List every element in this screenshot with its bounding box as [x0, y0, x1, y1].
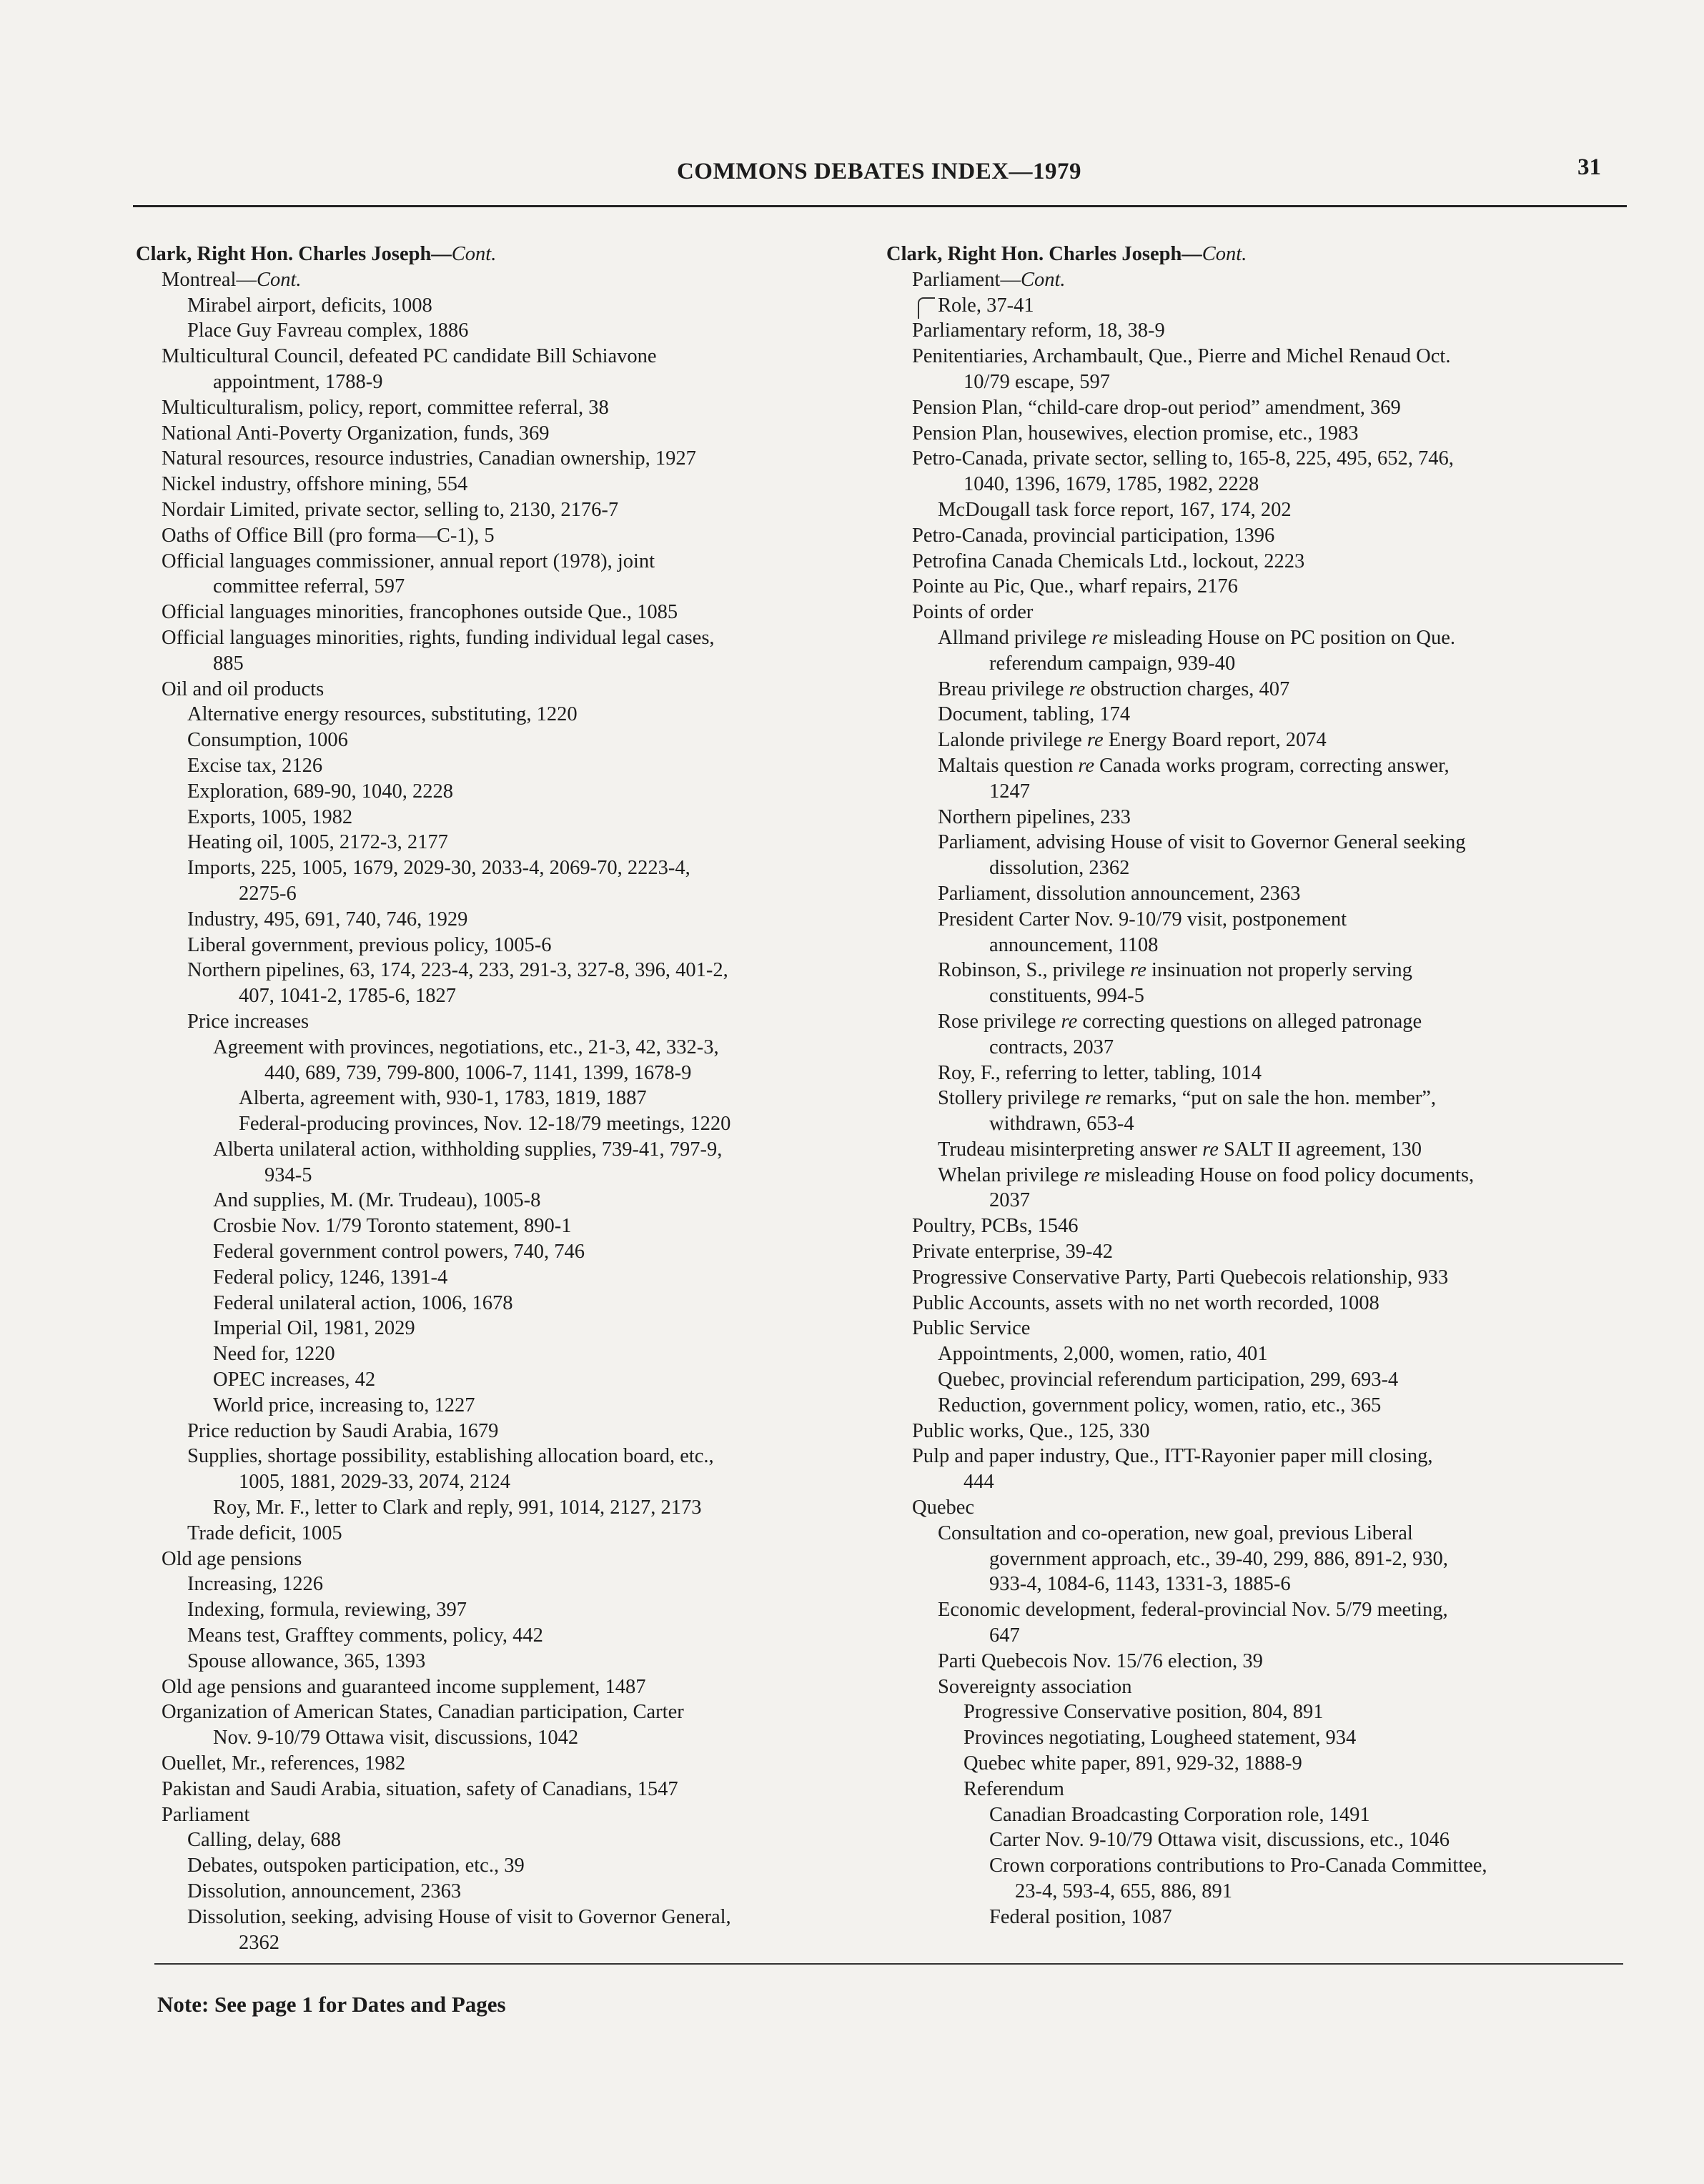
entry-text: Oaths of Office Bill (pro forma—C-1), 5 [162, 524, 495, 547]
entry-text: Canada works program, correcting answer, [1094, 754, 1450, 777]
entry-text: Increasing, 1226 [187, 1573, 323, 1596]
entry-text: Official languages commissioner, annual report (1978), joint [162, 550, 655, 572]
index-entry [136, 1547, 893, 1572]
index-entry [886, 1009, 1630, 1035]
entry-text: Sovereignty association [938, 1675, 1132, 1698]
entry-text: And supplies, M. (Mr. Trudeau), 1005-8 [213, 1189, 541, 1212]
index-entry [886, 702, 1630, 728]
index-entry [136, 753, 893, 779]
entry-text: Imports, 225, 1005, 1679, 2029-30, 2033-4, 2069-70, 2223-4, [187, 857, 690, 880]
entry-italic-text: re [1084, 1163, 1100, 1186]
index-entry [136, 1316, 893, 1341]
entry-text: Economic development, federal-provincial Nov. 5/79 meeting, [938, 1599, 1448, 1622]
index-entry [136, 472, 893, 497]
entry-text: 407, 1041-2, 1785-6, 1827 [239, 985, 456, 1008]
index-entry [886, 1316, 1630, 1341]
entry-text: government approach, etc., 39-40, 299, 886, 891-2, 930, [989, 1547, 1448, 1570]
entry-text: Role, 37-41 [938, 294, 1034, 317]
entry-text: Alberta unilateral action, withholding supplies, 739-41, 797-9, [213, 1138, 723, 1161]
entry-text: Crosbie Nov. 1/79 Toronto statement, 890-1 [213, 1215, 572, 1238]
entry-text: Ouellet, Mr., references, 1982 [162, 1752, 406, 1775]
index-entry [886, 1699, 1630, 1725]
entry-text: Penitentiaries, Archambault, Que., Pierre and Michel Renaud Oct. [912, 345, 1451, 368]
entry-text: Organization of American States, Canadian participation, Carter [162, 1701, 684, 1724]
index-entry [886, 446, 1630, 472]
index-entry [886, 497, 1630, 523]
index-entry [136, 1213, 893, 1239]
entry-text: Consumption, 1006 [187, 729, 348, 752]
entry-text: Pointe au Pic, Que., wharf repairs, 2176 [912, 575, 1238, 598]
entry-text: Quebec, provincial referendum participation, 299, 693-4 [938, 1369, 1399, 1391]
index-entry [886, 1777, 1630, 1802]
entry-text: 23-4, 593-4, 655, 886, 891 [1015, 1880, 1232, 1902]
index-entry [136, 1649, 893, 1674]
entry-text: Official languages minorities, francophones outside Que., 1085 [162, 601, 678, 624]
entry-text: Supplies, shortage possibility, establishing allocation board, etc., [187, 1445, 714, 1468]
entry-text: Clark, Right Hon. Charles Joseph— [886, 243, 1202, 265]
entry-text: National Anti-Poverty Organization, funds, 369 [162, 422, 550, 445]
entry-text: Montreal— [162, 268, 257, 291]
entry-text: Allmand privilege [938, 626, 1092, 649]
index-entry [136, 267, 893, 293]
index-entry [136, 1111, 893, 1137]
bracket-mark [918, 297, 935, 319]
continued-label: Cont. [451, 243, 497, 265]
index-entry [136, 1623, 893, 1649]
index-entry [136, 1597, 893, 1623]
entry-text: Trudeau misinterpreting answer [938, 1138, 1203, 1161]
entry-text: Parliament— [912, 268, 1021, 291]
index-entry [886, 1341, 1630, 1367]
index-entry [886, 1469, 1630, 1495]
entry-italic-text: re [1202, 1138, 1219, 1161]
entry-text: misleading House on PC position on Que. [1107, 626, 1456, 649]
index-heading [886, 242, 1630, 267]
index-entry [136, 1291, 893, 1316]
index-entry [886, 600, 1630, 625]
entry-text: 2362 [239, 1931, 279, 1954]
index-entry [136, 1086, 893, 1111]
index-entry [136, 1930, 893, 1956]
entry-text: misleading House on food policy documents, [1099, 1163, 1475, 1186]
entry-text: Pulp and paper industry, Que., ITT-Rayonier paper mill closing, [912, 1445, 1433, 1468]
index-entry [136, 728, 893, 753]
entry-text: Petro-Canada, provincial participation, 1396 [912, 524, 1275, 547]
entry-text: 2037 [989, 1189, 1030, 1212]
entry-text: Official languages minorities, rights, funding individual legal cases, [162, 626, 715, 649]
entry-text: Maltais question [938, 754, 1079, 777]
entry-text: Carter Nov. 9-10/79 Ottawa visit, discussions, etc., 1046 [989, 1829, 1450, 1852]
entry-text: Northern pipelines, 63, 174, 223-4, 233, 291-3, 327-8, 396, 401-2, [187, 959, 728, 982]
index-entry [886, 958, 1630, 983]
entry-text: Liberal government, previous policy, 1005-6 [187, 933, 552, 956]
entry-text: Reduction, government policy, women, ratio, etc., 365 [938, 1394, 1382, 1416]
entry-text: Roy, Mr. F., letter to Clark and reply, 991, 1014, 2127, 2173 [213, 1496, 702, 1519]
entry-text: Federal policy, 1246, 1391-4 [213, 1266, 448, 1289]
entry-text: Pension Plan, “child-care drop-out period” amendment, 369 [912, 396, 1401, 419]
index-entry [886, 651, 1630, 677]
entry-text: Indexing, formula, reviewing, 397 [187, 1599, 467, 1622]
index-entry [136, 1061, 893, 1086]
index-entry [886, 983, 1630, 1009]
index-entry [886, 1086, 1630, 1111]
entry-text: Trade deficit, 1005 [187, 1522, 342, 1544]
index-entry [136, 1137, 893, 1163]
entry-text: Industry, 495, 691, 740, 746, 1929 [187, 908, 468, 930]
index-entry [886, 369, 1630, 395]
entry-text: 1005, 1881, 2029-33, 2074, 2124 [239, 1471, 510, 1494]
index-entry [886, 1393, 1630, 1419]
entry-text: Federal government control powers, 740, 746 [213, 1241, 585, 1264]
footer-rule [154, 1963, 1623, 1965]
entry-text: referendum campaign, 939-40 [989, 652, 1236, 675]
index-entry [886, 1061, 1630, 1086]
entry-text: Clark, Right Hon. Charles Joseph— [136, 243, 452, 265]
entry-text: Energy Board report, 2074 [1103, 729, 1327, 752]
index-entry [136, 1188, 893, 1213]
index-entry [886, 1853, 1630, 1879]
entry-text: Place Guy Favreau complex, 1886 [187, 319, 469, 342]
index-entry [886, 1547, 1630, 1572]
entry-text: Pakistan and Saudi Arabia, situation, safety of Canadians, 1547 [162, 1777, 678, 1800]
index-entry [136, 907, 893, 933]
entry-text: Progressive Conservative Party, Parti Quebecois relationship, 933 [912, 1266, 1449, 1289]
index-entry [136, 933, 893, 958]
entry-text: Federal unilateral action, 1006, 1678 [213, 1291, 513, 1314]
index-entry [136, 421, 893, 447]
entry-text: Price increases [187, 1010, 309, 1033]
entry-italic-text: re [1078, 754, 1095, 777]
entry-italic-text: re [1084, 1087, 1101, 1110]
entry-text: Stollery privilege [938, 1087, 1085, 1110]
index-entry [136, 1879, 893, 1905]
index-entry [136, 1777, 893, 1802]
index-entry [886, 881, 1630, 907]
index-entry [136, 523, 893, 549]
entry-text: Alberta, agreement with, 930-1, 1783, 1819, 1887 [239, 1087, 647, 1110]
entry-text: Heating oil, 1005, 2172-3, 2177 [187, 831, 448, 854]
index-entry [136, 1521, 893, 1547]
entry-text: Dissolution, seeking, advising House of visit to Governor General, [187, 1905, 731, 1928]
right-index-column [886, 242, 1630, 1930]
footnote: Note: See page 1 for Dates and Pages [157, 1992, 506, 2017]
index-entry [136, 600, 893, 625]
continued-label: Cont. [1202, 243, 1247, 265]
index-entry [886, 395, 1630, 421]
index-entry [136, 677, 893, 703]
index-entry [886, 1163, 1630, 1188]
entry-text: Poultry, PCBs, 1546 [912, 1215, 1079, 1238]
index-entry [886, 1623, 1630, 1649]
entry-text: Means test, Grafftey comments, policy, 442 [187, 1624, 543, 1647]
entry-text: Points of order [912, 601, 1034, 624]
entry-text: Spouse allowance, 365, 1393 [187, 1649, 426, 1672]
entry-text: 1040, 1396, 1679, 1785, 1982, 2228 [964, 473, 1259, 496]
entry-text: Parliament [162, 1803, 250, 1826]
index-entry [136, 881, 893, 907]
index-entry [886, 1035, 1630, 1061]
entry-text: Provinces negotiating, Lougheed statement, 934 [964, 1727, 1357, 1749]
index-entry [886, 293, 1630, 319]
index-entry [136, 702, 893, 728]
index-entry [136, 1469, 893, 1495]
entry-text: Exploration, 689-90, 1040, 2228 [187, 780, 454, 803]
index-entry [886, 1572, 1630, 1597]
index-entry [136, 1265, 893, 1291]
entry-text: announcement, 1108 [989, 933, 1159, 956]
entry-text: correcting questions on alleged patronage [1077, 1010, 1422, 1033]
index-entry [136, 651, 893, 677]
entry-text: Natural resources, resource industries, Canadian ownership, 1927 [162, 447, 696, 470]
index-entry [886, 1649, 1630, 1674]
index-entry [136, 1725, 893, 1751]
index-entry [886, 753, 1630, 779]
index-entry [136, 779, 893, 805]
index-entry [886, 1291, 1630, 1316]
index-entry [136, 805, 893, 830]
index-entry [136, 1572, 893, 1597]
entry-text: Rose privilege [938, 1010, 1061, 1033]
index-entry [886, 1111, 1630, 1137]
entry-italic-text: re [1069, 677, 1086, 700]
index-entry [136, 1035, 893, 1061]
index-entry [886, 677, 1630, 703]
entry-text: Multicultural Council, defeated PC candidate Bill Schiavone [162, 345, 657, 368]
index-entry [886, 1905, 1630, 1930]
entry-text: Public works, Que., 125, 330 [912, 1419, 1150, 1442]
entry-text: appointment, 1788-9 [213, 370, 383, 393]
entry-text: Whelan privilege [938, 1163, 1084, 1186]
index-entry [136, 1827, 893, 1853]
index-entry [136, 1419, 893, 1444]
entry-text: Crown corporations contributions to Pro-Canada Committee, [989, 1855, 1487, 1877]
index-entry [886, 625, 1630, 651]
entry-text: Parti Quebecois Nov. 15/76 election, 39 [938, 1649, 1263, 1672]
index-entry [136, 1802, 893, 1828]
index-entry [886, 805, 1630, 830]
entry-text: 1247 [989, 780, 1030, 803]
index-entry [136, 395, 893, 421]
index-entry [136, 549, 893, 575]
entry-text: Appointments, 2,000, women, ratio, 401 [938, 1343, 1268, 1366]
entry-text: Agreement with provinces, negotiations, etc., 21-3, 42, 332-3, [213, 1036, 719, 1058]
index-entry [886, 1802, 1630, 1828]
entry-text: Nordair Limited, private sector, selling to, 2130, 2176-7 [162, 498, 619, 521]
entry-text: insinuation not properly serving [1146, 959, 1412, 982]
page-title: COMMONS DEBATES INDEX—1979 [676, 159, 1082, 184]
index-entry [136, 497, 893, 523]
entry-text: Parliament, advising House of visit to Governor General seeking [938, 831, 1466, 854]
entry-text: President Carter Nov. 9-10/79 visit, postponement [938, 908, 1347, 930]
index-entry [136, 1163, 893, 1188]
entry-text: Debates, outspoken participation, etc., 39 [187, 1855, 525, 1877]
index-entry [136, 1495, 893, 1521]
running-head [136, 154, 1623, 192]
index-entry [886, 1444, 1630, 1469]
entry-text: SALT II agreement, 130 [1218, 1138, 1422, 1161]
index-entry [136, 1367, 893, 1393]
entry-text: Canadian Broadcasting Corporation role, 1491 [989, 1803, 1370, 1826]
page-number: 31 [1577, 154, 1601, 180]
entry-italic-text: re [1091, 626, 1108, 649]
index-entry [136, 1674, 893, 1700]
index-entry [136, 625, 893, 651]
entry-text: Oil and oil products [162, 677, 325, 700]
header-rule [133, 205, 1627, 207]
index-entry [136, 1009, 893, 1035]
index-entry [136, 958, 893, 983]
entry-text: McDougall task force report, 167, 174, 202 [938, 498, 1292, 521]
index-entry [136, 293, 893, 319]
index-entry [136, 574, 893, 600]
index-entry [136, 1444, 893, 1469]
entry-text: remarks, “put on sale the hon. member”, [1101, 1087, 1436, 1110]
entry-text: 933-4, 1084-6, 1143, 1331-3, 1885-6 [989, 1573, 1291, 1596]
index-entry [886, 1367, 1630, 1393]
index-entry [886, 830, 1630, 855]
index-entry [136, 1699, 893, 1725]
index-entry [886, 472, 1630, 497]
entry-italic-text: re [1130, 959, 1146, 982]
entry-text: Nov. 9-10/79 Ottawa visit, discussions, 1042 [213, 1727, 579, 1749]
index-entry [136, 1853, 893, 1879]
entry-text: obstruction charges, 407 [1085, 677, 1290, 700]
entry-text: Document, tabling, 174 [938, 703, 1131, 726]
entry-text: Lalonde privilege [938, 729, 1087, 752]
entry-text: Exports, 1005, 1982 [187, 805, 353, 828]
index-entry [886, 318, 1630, 344]
entry-text: World price, increasing to, 1227 [213, 1394, 475, 1416]
index-entry [136, 318, 893, 344]
continued-label: Cont. [256, 268, 302, 291]
entry-text: Old age pensions and guaranteed income supplement, 1487 [162, 1675, 646, 1698]
entry-text: Nickel industry, offshore mining, 554 [162, 473, 468, 496]
entry-text: contracts, 2037 [989, 1036, 1114, 1058]
entry-text: Consultation and co-operation, new goal, previous Liberal [938, 1522, 1413, 1544]
entry-text: Progressive Conservative position, 804, 891 [964, 1701, 1324, 1724]
index-entry [886, 1419, 1630, 1444]
entry-text: Federal-producing provinces, Nov. 12-18/79 meetings, 1220 [239, 1113, 731, 1136]
entry-text: Old age pensions [162, 1547, 302, 1570]
left-index-column [136, 242, 893, 1955]
index-entry [136, 344, 893, 369]
index-entry [136, 1751, 893, 1777]
entry-text: 2275-6 [239, 882, 297, 905]
entry-text: Dissolution, announcement, 2363 [187, 1880, 462, 1902]
entry-text: Parliamentary reform, 18, 38-9 [912, 319, 1165, 342]
entry-text: Excise tax, 2126 [187, 754, 323, 777]
index-entry [886, 523, 1630, 549]
entry-text: Price reduction by Saudi Arabia, 1679 [187, 1419, 499, 1442]
index-entry [886, 855, 1630, 881]
entry-text: Robinson, S., privilege [938, 959, 1131, 982]
entry-text: Pension Plan, housewives, election promise, etc., 1983 [912, 422, 1359, 445]
index-entry [136, 1905, 893, 1930]
entry-text: withdrawn, 653-4 [989, 1113, 1134, 1136]
index-entry [886, 1674, 1630, 1700]
index-entry [886, 1751, 1630, 1777]
entry-text: Roy, F., referring to letter, tabling, 1014 [938, 1061, 1262, 1084]
index-entry [886, 1521, 1630, 1547]
entry-text: Imperial Oil, 1981, 2029 [213, 1317, 415, 1340]
entry-text: dissolution, 2362 [989, 857, 1130, 880]
entry-text: 647 [989, 1624, 1020, 1647]
entry-text: Quebec [912, 1496, 975, 1519]
index-entry [136, 855, 893, 881]
entry-text: 440, 689, 739, 799-800, 1006-7, 1141, 1399, 1678-9 [264, 1061, 692, 1084]
entry-text: Quebec white paper, 891, 929-32, 1888-9 [964, 1752, 1302, 1775]
index-entry [886, 1597, 1630, 1623]
entry-text: 10/79 escape, 597 [964, 370, 1110, 393]
entry-text: Northern pipelines, 233 [938, 805, 1131, 828]
index-entry [136, 1393, 893, 1419]
index-heading [136, 242, 893, 267]
entry-text: 444 [964, 1471, 994, 1494]
entry-text: 934-5 [264, 1163, 312, 1186]
entry-text: committee referral, 597 [213, 575, 405, 598]
entry-text: Federal position, 1087 [989, 1905, 1172, 1928]
index-entry [886, 344, 1630, 369]
index-entry [886, 1239, 1630, 1265]
index-entry [886, 267, 1630, 293]
entry-text: Referendum [964, 1777, 1064, 1800]
entry-text: Mirabel airport, deficits, 1008 [187, 294, 432, 317]
index-entry [886, 1725, 1630, 1751]
continued-label: Cont. [1020, 268, 1066, 291]
index-entry [886, 728, 1630, 753]
entry-text: Breau privilege [938, 677, 1069, 700]
entry-text: Petrofina Canada Chemicals Ltd., lockout, 2223 [912, 550, 1305, 572]
index-entry [886, 1495, 1630, 1521]
entry-text: Parliament, dissolution announcement, 2363 [938, 882, 1301, 905]
index-entry [886, 779, 1630, 805]
index-entry [886, 549, 1630, 575]
index-entry [136, 1239, 893, 1265]
entry-text: 885 [213, 652, 244, 675]
entry-text: Alternative energy resources, substituting, 1220 [187, 703, 578, 726]
entry-text: Public Service [912, 1317, 1031, 1340]
entry-text: Calling, delay, 688 [187, 1829, 342, 1852]
index-entry [136, 1341, 893, 1367]
entry-text: constituents, 994-5 [989, 985, 1144, 1008]
entry-text: Multiculturalism, policy, report, committee referral, 38 [162, 396, 609, 419]
index-entry [886, 421, 1630, 447]
entry-text: Public Accounts, assets with no net worth recorded, 1008 [912, 1291, 1379, 1314]
index-entry [136, 446, 893, 472]
entry-italic-text: re [1061, 1010, 1078, 1033]
index-entry [886, 933, 1630, 958]
entry-text: OPEC increases, 42 [213, 1369, 376, 1391]
index-entry [886, 574, 1630, 600]
index-entry [136, 369, 893, 395]
index-entry [886, 1188, 1630, 1213]
index-entry [886, 1265, 1630, 1291]
entry-text: Need for, 1220 [213, 1343, 335, 1366]
index-entry [886, 907, 1630, 933]
index-entry [886, 1137, 1630, 1163]
index-entry [886, 1879, 1630, 1905]
entry-text: Petro-Canada, private sector, selling to, 165-8, 225, 495, 652, 746, [912, 447, 1454, 470]
index-entry [886, 1213, 1630, 1239]
index-entry [886, 1827, 1630, 1853]
index-entry [136, 983, 893, 1009]
entry-italic-text: re [1086, 729, 1104, 752]
index-entry [136, 830, 893, 855]
entry-text: Private enterprise, 39-42 [912, 1241, 1113, 1264]
